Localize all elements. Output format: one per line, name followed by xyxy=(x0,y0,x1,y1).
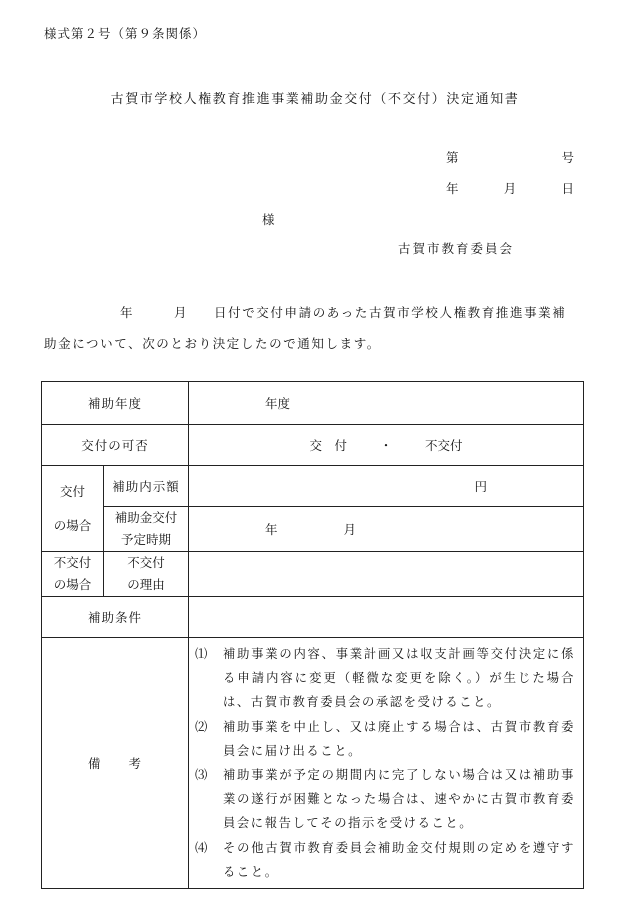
conditions-label: 補助条件 xyxy=(42,597,189,638)
remarks-label: 備 考 xyxy=(42,638,189,889)
nogrant-case-label xyxy=(42,552,104,597)
nogrant-case-line-2: の場合 xyxy=(53,577,92,592)
number-go: 号 xyxy=(561,150,574,165)
row-schedule xyxy=(42,507,584,552)
body-line1-rest: 日付で交付申請のあった古賀市学校人権教育推進事業補 xyxy=(214,305,567,320)
nogrant-case-line-1: 不交付 xyxy=(53,555,92,570)
grant-case-line-1: 交付 xyxy=(59,483,85,499)
decision-table xyxy=(41,381,584,889)
note-text: 補助事業の内容、事業計画又は収支計画等交付決定に係る申請内容に変更（軽微な変更を除く。）が生じた場合は、古賀市教育委員会の承認を受けること。 xyxy=(223,647,576,710)
row-amount xyxy=(42,466,584,507)
conditions-cell[interactable] xyxy=(189,597,584,638)
body-month: 月 xyxy=(174,305,189,320)
document-number-line xyxy=(446,148,574,166)
reason-label-line-1: 不交付 xyxy=(127,555,165,570)
fiscal-year-cell[interactable] xyxy=(189,382,584,425)
note-text: その他古賀市教育委員会補助金交付規則の定めを遵守すること。 xyxy=(223,840,576,879)
approval-dot: ・ xyxy=(379,438,393,453)
row-remarks xyxy=(42,638,584,889)
number-dai: 第 xyxy=(446,150,459,165)
row-conditions xyxy=(42,597,584,638)
schedule-label-line-1: 補助金交付 xyxy=(114,510,178,525)
body-paragraph xyxy=(44,297,584,359)
approval-cell[interactable] xyxy=(189,425,584,466)
remarks-cell xyxy=(189,638,584,889)
document-title: 古賀市学校人権教育推進事業補助金交付（不交付）決定通知書 xyxy=(110,92,520,107)
note-item xyxy=(195,642,575,715)
body-line-1 xyxy=(44,297,584,328)
reason-cell[interactable] xyxy=(189,552,584,597)
amount-cell[interactable] xyxy=(189,466,584,507)
issuer-name: 古賀市教育委員会 xyxy=(398,241,515,256)
approval-grant: 交 付 xyxy=(309,438,348,453)
schedule-cell[interactable] xyxy=(189,507,584,552)
note-number: ⑶ xyxy=(195,768,209,783)
grant-case-line-2: の場合 xyxy=(53,517,92,533)
body-line-2: 助金について、次のとおり決定したので通知します。 xyxy=(44,336,381,351)
reason-label-line-2: の理由 xyxy=(127,577,165,592)
note-number: ⑴ xyxy=(195,647,209,661)
addressee-sama: 様 xyxy=(262,212,275,227)
note-item xyxy=(195,836,575,884)
schedule-year: 年 xyxy=(265,522,278,537)
amount-label: 補助内示額 xyxy=(104,466,189,507)
date-month: 月 xyxy=(503,181,517,196)
fiscal-year-label: 補助年度 xyxy=(42,382,189,425)
fiscal-year-value: 年度 xyxy=(265,396,291,411)
row-approval xyxy=(42,425,584,466)
schedule-label-line-2: 予定時期 xyxy=(121,532,172,547)
note-number: ⑵ xyxy=(195,719,209,734)
note-item xyxy=(195,763,575,836)
note-text: 補助事業が予定の期間内に完了しない場合は又は補助事業の遂行が困難となった場合は、速やかに古賀市教育委員会に報告してその指示を受けること。 xyxy=(223,768,576,831)
note-number: ⑷ xyxy=(195,840,209,855)
approval-nogrant: 不交付 xyxy=(425,438,463,453)
grant-case-label xyxy=(42,466,104,552)
note-text: 補助事業を中止し、又は廃止する場合は、古賀市教育委員会に届け出ること。 xyxy=(223,719,576,758)
amount-unit: 円 xyxy=(474,479,488,494)
row-fiscal-year xyxy=(42,382,584,425)
issue-date-line xyxy=(446,179,574,197)
row-reason xyxy=(42,552,584,597)
date-year: 年 xyxy=(446,181,459,196)
schedule-label xyxy=(104,507,189,552)
approval-label: 交付の可否 xyxy=(42,425,189,466)
schedule-month: 月 xyxy=(343,522,357,537)
note-item xyxy=(195,715,575,763)
body-year: 年 xyxy=(120,305,135,320)
reason-label xyxy=(104,552,189,597)
date-day: 日 xyxy=(561,181,574,196)
form-number: 様式第２号（第９条関係） xyxy=(44,26,207,41)
